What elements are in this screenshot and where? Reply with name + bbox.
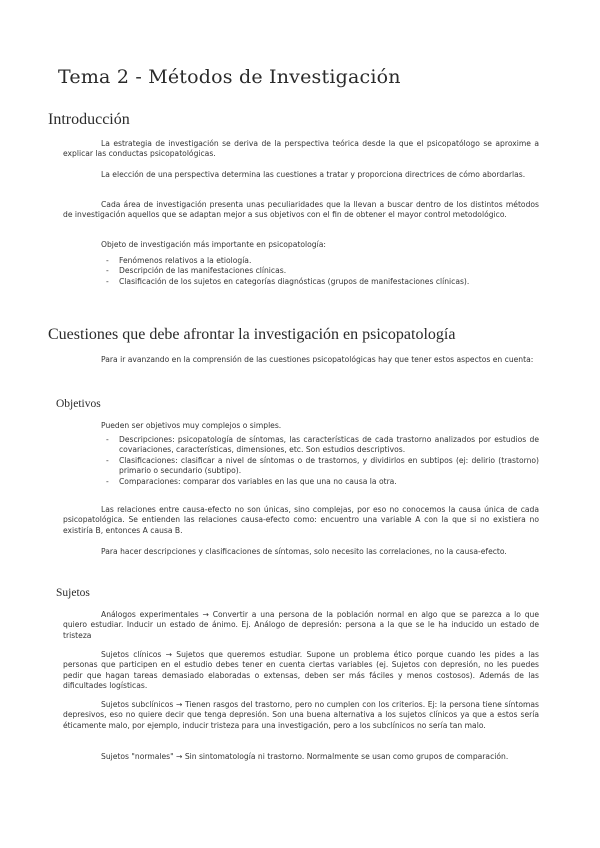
intro-paragraph-3: Cada área de investigación presenta unas peculiaridades que la llevan a buscar dentro de los distintos métodos de investigación aquellos que se adaptan mejor a sus objetivos con el fin de obtener el mayor control metodológico. — [63, 200, 539, 220]
sujetos-paragraph-1: Análogos experimentales → Convertir a una persona de la población normal en algo que se parezca a lo que quiero estudiar. Inducir un estado de ánimo. Ej. Análogo de depresión: persona a la que se le ha inducido un estado de tristeza — [63, 610, 539, 640]
intro-paragraph-1: La estrategia de investigación se deriva de la perspectiva teórica desde la que el psicopatólogo se aproxime a explicar las conductas psicopatológicas. — [63, 139, 539, 159]
heading-sujetos: Sujetos — [56, 587, 90, 599]
heading-cuestiones: Cuestiones que debe afrontar la investigación en psicopatología — [48, 326, 456, 343]
cuestiones-paragraph-1: Para ir avanzando en la comprensión de las cuestiones psicopatológicas hay que tener estos aspectos en cuenta: — [101, 355, 534, 364]
heading-introduccion: Introducción — [48, 111, 130, 128]
list-item: - Comparaciones: comparar dos variables en las que una no causa la otra. — [101, 477, 539, 487]
objetivos-paragraph-2: Las relaciones entre causa-efecto no son únicas, sino complejas, por eso no conocemos la causa única de cada psicopatológica. Se entienden las relaciones causa-efecto como: encuentro una variable A con la que si no existiera no existiría B, entonces A causa B. — [63, 505, 539, 535]
list-item: - Descripción de las manifestaciones clínicas. — [101, 266, 539, 276]
page-title: Tema 2 - Métodos de Investigación — [58, 66, 401, 88]
objetivos-paragraph-1: Pueden ser objetivos muy complejos o simples. — [101, 421, 282, 430]
objetivos-list — [101, 435, 539, 487]
objetivos-paragraph-3: Para hacer descripciones y clasificaciones de síntomas, solo necesito las correlaciones, no la causa-efecto. — [101, 547, 507, 556]
list-item: - Descripciones: psicopatología de síntomas, las características de cada trastorno analizados por estudios de covariaciones, características, dimensiones, etc. Son estudios descriptivos. — [101, 435, 539, 456]
heading-objetivos: Objetivos — [56, 398, 101, 410]
sujetos-paragraph-2: Sujetos clínicos → Sujetos que queremos estudiar. Supone un problema ético porque cuando les pides a las personas que participen en el estudio debes tener en cuenta ciertas variables (ej. Sujetos con depresión, no les puedes pedir que hagan tareas demasiado elaboradas o extensas, deben ser más fáciles y menos costosos). Además de las dificultades logísticas. — [63, 650, 539, 691]
list-item: - Fenómenos relativos a la etiología. — [101, 256, 539, 266]
intro-list — [101, 256, 539, 287]
sujetos-paragraph-3: Sujetos subclínicos → Tienen rasgos del trastorno, pero no cumplen con los criterios. Ej: la persona tiene síntomas depresivos, eso no quiere decir que tenga depresión. Son una buena alternativa a los sujetos clínicos ya que a estos sería éticamente malo, por ejemplo, inducir tristeza para una investigación, pero a los subclínicos no sería tan malo. — [63, 700, 539, 730]
sujetos-paragraph-4: Sujetos "normales" → Sin sintomatología ni trastorno. Normalmente se usan como grupos de comparación. — [101, 752, 509, 761]
list-item: - Clasificaciones: clasificar a nivel de síntomas o de trastornos, y dividirlos en subtipos (ej: delirio (trastorno) primario o secundario (subtipo). — [101, 456, 539, 477]
list-item: - Clasificación de los sujetos en categorías diagnósticas (grupos de manifestaciones clínicas). — [101, 277, 539, 287]
intro-paragraph-2: La elección de una perspectiva determina las cuestiones a tratar y proporciona directrices de cómo abordarlas. — [101, 170, 526, 179]
intro-paragraph-4: Objeto de investigación más importante en psicopatología: — [101, 240, 326, 249]
